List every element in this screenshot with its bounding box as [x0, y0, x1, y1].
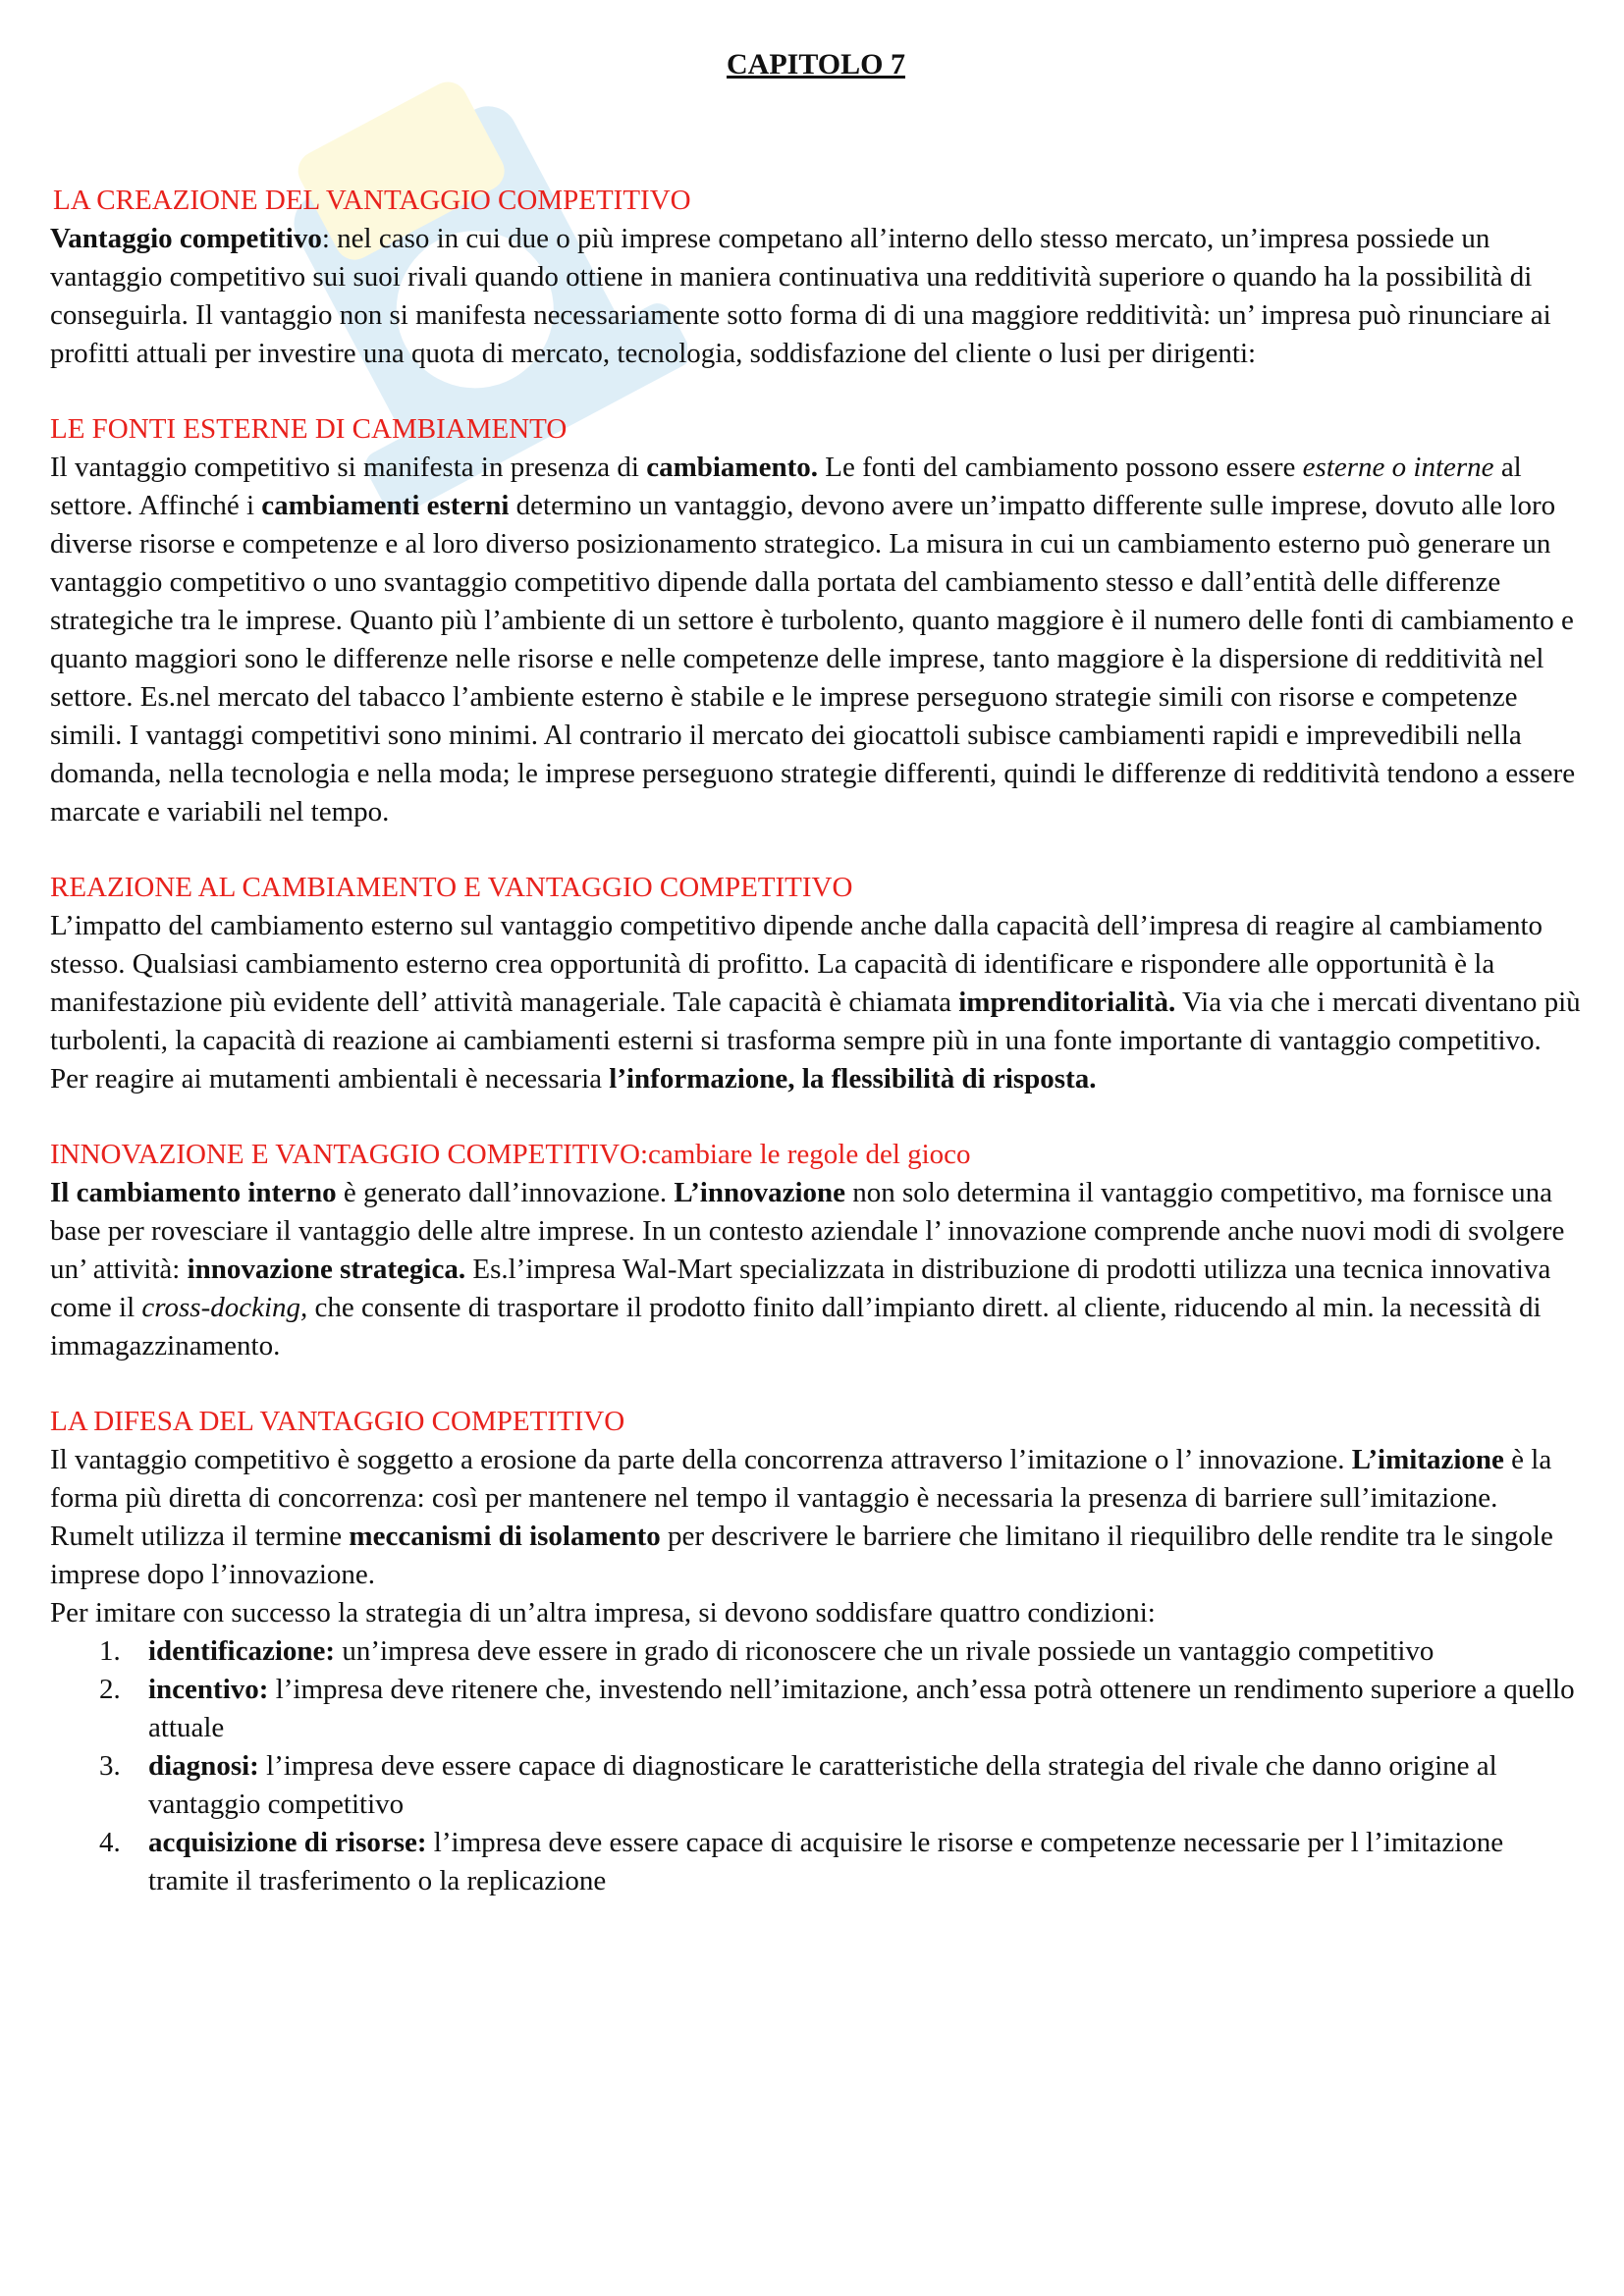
conditions-list [50, 1632, 1582, 1900]
document-page [50, 39, 1582, 1900]
section-title-fonti-esterne: LE FONTI ESTERNE DI CAMBIAMENTO [50, 413, 568, 445]
paragraph-condizioni-intro: Per imitare con successo la strategia di un’altra impresa, si devono soddisfare quattro condizioni: [50, 1597, 1156, 1629]
paragraph-reazione: L’impatto del cambiamento esterno sul vantaggio competitivo dipende anche dalla capacità dell’impresa di reagire al cambiamento stesso. Qualsiasi cambiamento esterno crea opportunità di profitto. La capacità di identificare e rispondere alle opportunità è la manifestazione più evidente dell’ attività manageriale. Tale capacità è chiamata imprenditorialità. Via via che i mercati diventano più turbolenti, la capacità di reazione ai cambiamenti esterni si trasforma sempre più in una fonte importante di vantaggio competitivo. Per reagire ai mutamenti ambientali è necessaria l’informazione, la flessibilità di risposta. [50, 910, 1581, 1095]
section-title-creazione: LA CREAZIONE DEL VANTAGGIO COMPETITIVO [53, 185, 691, 216]
list-item: 4. acquisizione di risorse: l’impresa deve essere capace di acquisire le risorse e competenze necessarie per l l’imitazione tramite il trasferimento o la replicazione [99, 1827, 1504, 1896]
paragraph-innovazione: Il cambiamento interno è generato dall’innovazione. L’innovazione non solo determina il vantaggio competitivo, ma fornisce una base per rovesciare il vantaggio delle altre imprese. In un contesto aziendale l’ innovazione comprende anche nuovi modi di svolgere un’ attività: innovazione strategica. Es.l’impresa Wal-Mart specializzata in distribuzione di prodotti utilizza una tecnica innovativa come il cross-docking, che consente di trasportare il prodotto finito dall’impianto dirett. al cliente, riducendo al min. la necessità di immagazzinamento. [50, 1177, 1565, 1362]
chapter-title: CAPITOLO 7 [727, 48, 905, 80]
paragraph-difesa: Il vantaggio competitivo è soggetto a erosione da parte della concorrenza attraverso l’imitazione o l’ innovazione. L’imitazione è la forma più diretta di concorrenza: così per mantenere nel tempo il vantaggio è necessaria la presenza di barriere sull’imitazione. Rumelt utilizza il termine meccanismi di isolamento per descrivere le barriere che limitano il riequilibro delle rendite tra le singole imprese dopo l’innovazione. [50, 1444, 1553, 1590]
section-title-innovazione: INNOVAZIONE E VANTAGGIO COMPETITIVO:cambiare le regole del gioco [50, 1139, 971, 1170]
paragraph-fonti-esterne: Il vantaggio competitivo si manifesta in presenza di cambiamento. Le fonti del cambiamento possono essere esterne o interne al settore. Affinché i cambiamenti esterni determino un vantaggio, devono avere un’impatto differente sulle imprese, dovuto alle loro diverse risorse e competenze e al loro diverso posizionamento strategico. La misura in cui un cambiamento esterno può generare un vantaggio competitivo o uno svantaggio competitivo dipende dalla portata del cambiamento stesso e dall’entità delle differenze strategiche tra le imprese. Quanto più l’ambiente di un settore è turbolento, quanto maggiore è il numero delle fonti di cambiamento e quanto maggiori sono le differenze nelle risorse e nelle competenze delle imprese, tanto maggiore è la dispersione di redditività nel settore. Es.nel mercato del tabacco l’ambiente esterno è stabile e le imprese perseguono strategie simili con risorse e competenze simili. I vantaggi competitivi sono minimi. Al contrario il mercato dei giocattoli subisce cambiamenti rapidi e imprevedibili nella domanda, nella tecnologia e nella moda; le imprese perseguono strategie differenti, quindi le differenze di redditività tendono a essere marcate e variabili nel tempo. [50, 452, 1576, 828]
section-title-reazione: REAZIONE AL CAMBIAMENTO E VANTAGGIO COMPETITIVO [50, 872, 853, 903]
list-item: 2. incentivo: l’impresa deve ritenere che, investendo nell’imitazione, anch’essa potrà ottenere un rendimento superiore a quello attuale [99, 1674, 1575, 1743]
bold-term: Vantaggio competitivo [50, 223, 322, 254]
paragraph-creazione: Vantaggio competitivo: nel caso in cui due o più imprese competano all’interno dello stesso mercato, un’impresa possiede un vantaggio competitivo sui suoi rivali quando ottiene in maniera continuativa una redditività superiore o quando ha la possibilità di conseguirla. Il vantaggio non si manifesta necessariamente sotto forma di di una maggiore redditività: un’ impresa può rinunciare ai profitti attuali per investire una quota di mercato, tecnologia, soddisfazione del cliente o lusi per dirigenti: [50, 223, 1551, 369]
list-item: 1. identificazione: un’impresa deve essere in grado di riconoscere che un rivale possiede un vantaggio competitivo [99, 1635, 1435, 1667]
section-title-difesa: LA DIFESA DEL VANTAGGIO COMPETITIVO [50, 1406, 625, 1437]
list-item: 3. diagnosi: l’impresa deve essere capace di diagnosticare le caratteristiche della strategia del rivale che danno origine al vantaggio competitivo [99, 1750, 1497, 1820]
